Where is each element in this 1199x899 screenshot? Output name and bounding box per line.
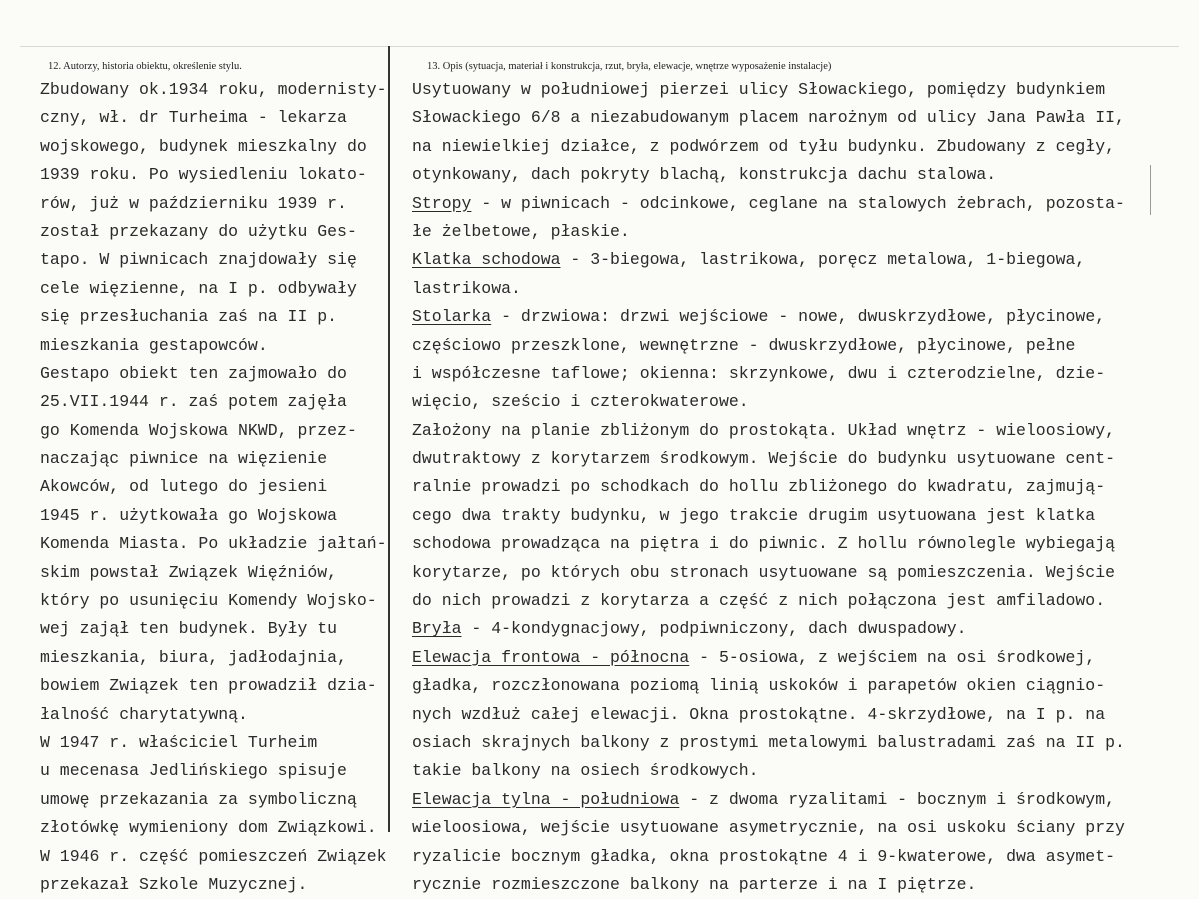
text-line: W 1947 r. właściciel Turheim — [40, 732, 318, 752]
line-text: ralnie prowadzi po schodkach do hollu zbliżonego do kwadratu, zajmują- — [412, 477, 1106, 497]
text-line: wej zajął ten budynek. Były tu — [40, 619, 338, 639]
line-text: korytarze, po których obu stronach usytuowane są pomieszczenia. Wejście — [412, 562, 1116, 582]
line-text: otynkowany, dach pokryty blachą, konstrukcja dachu stalowa. — [412, 165, 997, 185]
text-line: rów, już w październiku 1939 r. — [40, 193, 347, 213]
line-text: do nich prowadzi z korytarza a część z nich połączona jest amfiladowo. — [412, 591, 1106, 611]
line-text: - z dwoma ryzalitami - bocznym i środkowym, — [679, 789, 1116, 809]
text-line — [412, 757, 1125, 785]
text-line — [412, 360, 1125, 388]
text-line: łalność charytatywną. — [40, 704, 248, 724]
subheading-underlined: Stolarka — [412, 307, 492, 327]
text-line: został przekazany do użytku Ges- — [40, 221, 357, 241]
text-line — [412, 843, 1125, 871]
subheading-underlined: Elewacja tylna - południowa — [412, 789, 680, 809]
line-text: łe żelbetowe, płaskie. — [412, 221, 630, 241]
text-line — [412, 814, 1125, 842]
line-text: wieloosiowa, wejście usytuowane asymetrycznie, na osi uskoku ściany przy — [412, 818, 1125, 838]
text-line — [412, 76, 1125, 104]
text-line — [412, 701, 1125, 729]
margin-mark — [1150, 165, 1151, 215]
line-text: Usytuowany w południowej pierzei ulicy Słowackiego, pomiędzy budynkiem — [412, 80, 1106, 99]
text-line — [412, 275, 1125, 303]
line-text: takie balkony na osiech środkowych. — [412, 761, 759, 781]
line-text: na niewielkiej działce, z podwórzem od tyłu budynku. Zbudowany z cegły, — [412, 136, 1116, 156]
text-line: W 1946 r. część pomieszczeń Związek — [40, 846, 387, 866]
subheading-underlined: Elewacja frontowa - północna — [412, 647, 690, 667]
text-line: Gestapo obiekt ten zajmowało do — [40, 363, 347, 383]
line-text: - w piwnicach - odcinkowe, ceglane na stalowych żebrach, pozosta- — [471, 193, 1125, 213]
line-text: - 3-biegowa, lastrikowa, poręcz metalowa, 1-biegowa, — [560, 250, 1086, 270]
text-line: który po usunięciu Komendy Wojsko- — [40, 591, 377, 611]
line-text: dwutraktowy z korytarzem środkowym. Wejście do budynku usytuowane cent- — [412, 449, 1116, 469]
line-text: cego dwa trakty budynku, w jego trakcie drugim usytuowana jest klatka — [412, 505, 1096, 525]
text-line — [412, 530, 1125, 558]
text-line — [412, 786, 1125, 814]
text-line: bowiem Związek ten prowadził dzia- — [40, 676, 377, 696]
line-text: gładka, rozczłonowana poziomą linią uskoków i parapetów okien ciągnio- — [412, 676, 1106, 696]
text-line — [412, 871, 1125, 899]
text-line — [412, 729, 1125, 757]
text-line: się przesłuchania zaś na II p. — [40, 307, 338, 327]
text-line — [412, 218, 1125, 246]
text-line: u mecenasa Jedlińskiego spisuje — [40, 761, 347, 781]
text-line — [412, 246, 1125, 274]
text-line: umowę przekazania za symboliczną — [40, 789, 357, 809]
text-line — [412, 133, 1125, 161]
text-line: Komenda Miasta. Po układzie jałtań- — [40, 534, 387, 554]
text-line — [412, 615, 1125, 643]
line-text: - 4-kondygnacjowy, podpiwniczony, dach dwuspadowy. — [461, 619, 967, 639]
text-line — [412, 587, 1125, 615]
text-line: wojskowego, budynek mieszkalny do — [40, 136, 367, 156]
line-text: lastrikowa. — [412, 278, 521, 298]
text-line: tapo. W piwnicach znajdowały się — [40, 250, 357, 270]
text-line: Zbudowany ok.1934 roku, modernisty- — [40, 80, 387, 99]
text-line: naczając piwnice na więzienie — [40, 449, 328, 469]
line-text: nych wzdłuż całej elewacji. Okna prostokątne. 4-skrzydłowe, na I p. na — [412, 704, 1106, 724]
text-line: cele więzienne, na I p. odbywały — [40, 278, 357, 298]
line-text: częściowo przeszklone, wewnętrzne - dwuskrzydłowe, płycinowe, pełne — [412, 335, 1076, 355]
text-line — [412, 388, 1125, 416]
text-line — [412, 417, 1125, 445]
line-text: więcio, sześcio i czterokwaterowe. — [412, 392, 749, 412]
text-line: 1945 r. użytkowała go Wojskowa — [40, 505, 338, 525]
text-line: mieszkania, biura, jadłodajnia, — [40, 647, 347, 667]
section-12-header: 12. Autorzy, historia obiektu, określenie stylu. — [48, 61, 242, 72]
text-line: złotówkę wymieniony dom Związkowi. — [40, 818, 377, 838]
text-line — [412, 445, 1125, 473]
text-line: 1939 roku. Po wysiedleniu lokato- — [40, 165, 367, 185]
line-text: schodowa prowadząca na piętra i do piwnic. Z hollu równolegle wybiegają — [412, 534, 1116, 554]
line-text: - 5-osiowa, z wejściem na osi środkowej, — [689, 647, 1096, 667]
subheading-underlined: Stropy — [412, 193, 472, 213]
form-top-rule — [20, 46, 1179, 47]
text-line: skim powstał Związek Więźniów, — [40, 562, 338, 582]
subheading-underlined: Klatka schodowa — [412, 250, 561, 270]
text-line — [412, 104, 1125, 132]
text-line — [412, 672, 1125, 700]
text-line — [412, 190, 1125, 218]
line-text: i współczesne taflowe; okienna: skrzynkowe, dwu i czterodzielne, dzie- — [412, 363, 1106, 383]
column-divider — [388, 46, 390, 832]
text-line — [412, 559, 1125, 587]
text-line: go Komenda Wojskowa NKWD, przez- — [40, 420, 357, 440]
text-line: 25.VII.1944 r. zaś potem zajęła — [40, 392, 347, 412]
description-text-column — [412, 76, 1125, 899]
section-13-header: 13. Opis (sytuacja, materiał i konstrukcja, rzut, bryła, elewacje, wnętrze wyposażenie instalacje) — [427, 61, 832, 72]
text-line: czny, wł. dr Turheima - lekarza — [40, 108, 347, 128]
text-line: Akowców, od lutego do jesieni — [40, 477, 328, 497]
text-line — [412, 332, 1125, 360]
subheading-underlined: Bryła — [412, 619, 462, 639]
line-text: ryzalicie bocznym gładka, okna prostokątne 4 i 9-kwaterowe, dwa asymet- — [412, 846, 1116, 866]
text-line — [412, 644, 1125, 672]
text-line: mieszkania gestapowców. — [40, 335, 268, 355]
text-line: przekazał Szkole Muzycznej. — [40, 874, 308, 894]
line-text: osiach skrajnych balkony z prostymi metalowymi balustradami zaś na II p. — [412, 732, 1125, 752]
line-text: Założony na planie zbliżonym do prostokąta. Układ wnętrz - wieloosiowy, — [412, 420, 1116, 440]
text-line — [412, 303, 1125, 331]
text-line — [412, 161, 1125, 189]
text-line — [412, 473, 1125, 501]
line-text: Słowackiego 6/8 a niezabudowanym placem narożnym od ulicy Jana Pawła II, — [412, 108, 1125, 128]
line-text: - drzwiowa: drzwi wejściowe - nowe, dwuskrzydłowe, płycinowe, — [491, 307, 1106, 327]
text-line — [412, 502, 1125, 530]
line-text: rycznie rozmieszczone balkony na parterze i na I piętrze. — [412, 874, 977, 894]
history-text-column — [40, 76, 387, 899]
